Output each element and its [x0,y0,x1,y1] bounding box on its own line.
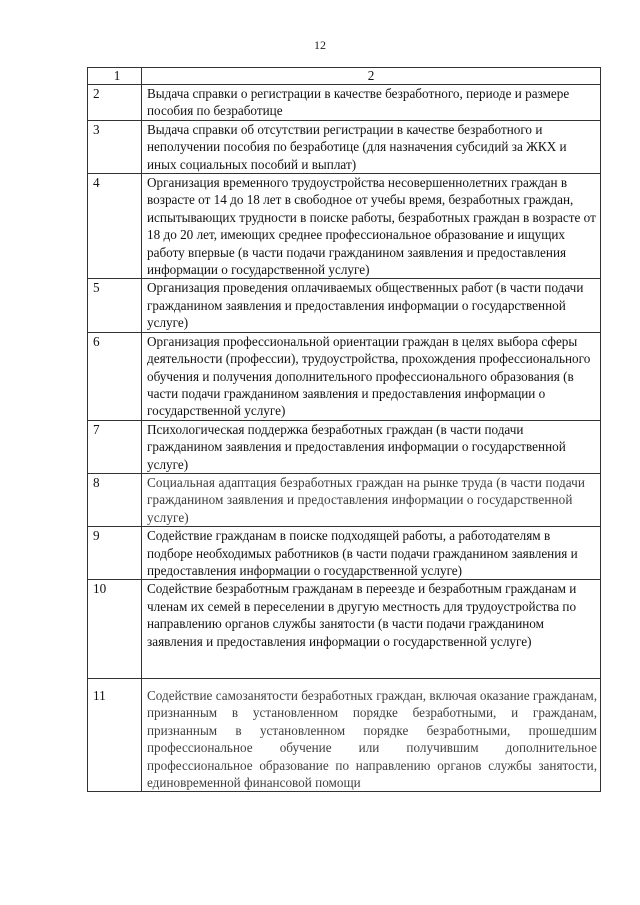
row-number: 10 [88,580,142,679]
header-col-2: 2 [142,68,601,85]
table-row [88,120,601,173]
table-row [88,279,601,332]
row-text: Психологическая поддержка безработных граждан (в части подачи гражданином заявления и предоставления информации о государственной услуге) [142,420,601,473]
table-row [88,174,601,279]
row-number: 7 [88,420,142,473]
row-text: Организация временного трудоустройства несовершеннолетних граждан в возрасте от 14 до 18 лет в свободное от учебы время, безработных граждан, испытывающих трудности в поиске работы, безработных граждан в возрасте от 18 до 20 лет, имеющих среднее профессиональное образование и ищущих работу впервые (в части подачи гражданином заявления и предоставления информации о государственной услуге) [142,174,601,279]
header-col-1: 1 [88,68,142,85]
row-text: Содействие самозанятости безработных граждан, включая оказание гражданам, признанным в установленном порядке безработными, и гражданам, признанным в установленном порядке безработными, прошедшим профессиональное обучение или получившим дополнительное профессиональное образование по направлению органов службы занятости, единовременной финансовой помощи [142,679,601,792]
table-row [88,473,601,526]
row-number: 3 [88,120,142,173]
row-number: 5 [88,279,142,332]
services-table [87,67,601,792]
table-row [88,527,601,580]
row-number: 11 [88,679,142,792]
page-number: 12 [314,38,326,52]
row-text: Организация проведения оплачиваемых общественных работ (в части подачи гражданином заявления и предоставления информации о государственной услуге) [142,279,601,332]
row-number: 4 [88,174,142,279]
table-row [88,332,601,420]
table-row [88,679,601,792]
row-number: 8 [88,473,142,526]
row-text: Организация профессиональной ориентации граждан в целях выбора сферы деятельности (профессии), трудоустройства, прохождения профессионального обучения и получения дополнительного профессионального образования (в части подачи гражданином заявления и предоставления информации о государственной услуге) [142,332,601,420]
row-text: Содействие безработным гражданам в переезде и безработным гражданам и членам их семей в переселении в другую местность для трудоустройства по направлению органов службы занятости (в части подачи гражданином заявления и предоставления информации о государственной услуге) [142,580,601,679]
table-row [88,85,601,121]
row-text: Содействие гражданам в поиске подходящей работы, а работодателям в подборе необходимых работников (в части подачи гражданином заявления и предоставления информации о государственной услуге) [142,527,601,580]
row-text: Социальная адаптация безработных граждан на рынке труда (в части подачи гражданином заявления и предоставления информации о государственной услуге) [142,473,601,526]
table-row [88,580,601,679]
row-text: Выдача справки о регистрации в качестве безработного, периоде и размере пособия по безработице [142,85,601,121]
table-header-row [88,68,601,85]
row-text: Выдача справки об отсутствии регистрации в качестве безработного и неполучении пособия по безработице (для назначения субсидий за ЖКХ и иных социальных пособий и выплат) [142,120,601,173]
row-number: 6 [88,332,142,420]
row-number: 9 [88,527,142,580]
table-row [88,420,601,473]
row-number: 2 [88,85,142,121]
